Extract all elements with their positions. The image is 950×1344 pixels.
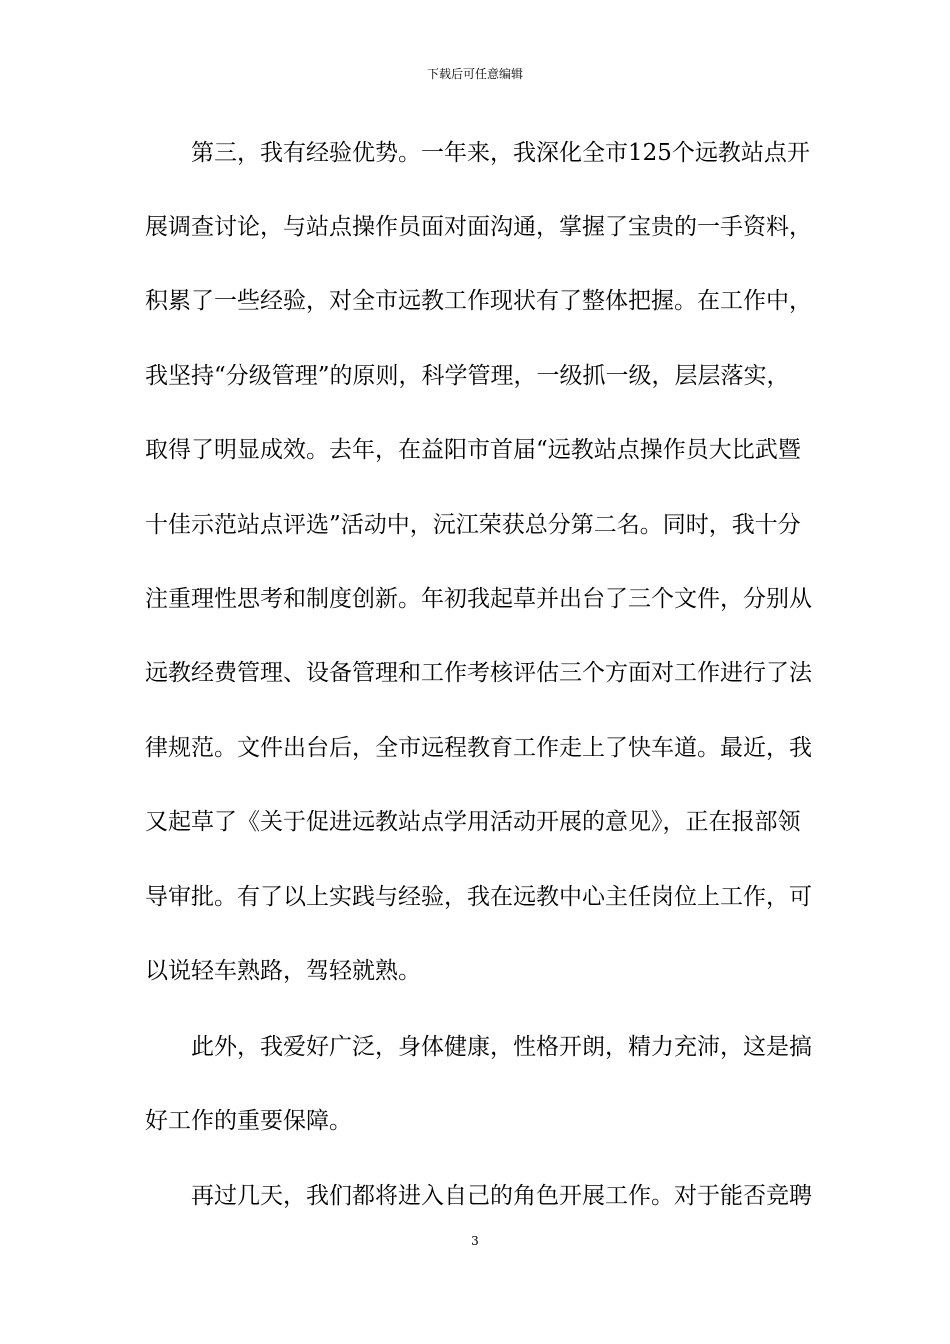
paragraph-line: 展调查讨论，与站点操作员面对面沟通，掌握了宝贵的一手资料，	[145, 214, 812, 240]
paragraph-line: 十佳示范站点评选”活动中，沅江荣获总分第二名。同时，我十分	[145, 512, 801, 538]
paragraph-line: 再过几天，我们都将进入自己的角色开展工作。对于能否竞聘	[191, 1183, 812, 1209]
paragraph-line: 我坚持“分级管理”的原则，科学管理，一级抓一级，层层落实，	[145, 363, 790, 389]
paragraph-line: 好工作的重要保障。	[145, 1108, 352, 1134]
paragraph-line: 以说轻车熟路，驾轻就熟。	[145, 958, 421, 984]
paragraph-line: 此外，我爱好广泛，身体健康，性格开朗，精力充沛，这是搞	[191, 1034, 812, 1060]
paragraph-line: 注重理性思考和制度创新。年初我起草并出台了三个文件，分别从	[145, 586, 812, 612]
paragraph-line: 取得了明显成效。去年，在益阳市首届“远教站点操作员大比武暨	[145, 437, 801, 463]
paragraph-line: 第三，我有经验优势。一年来，我深化全市125个远教站点开	[191, 140, 810, 166]
paragraph-line: 又起草了《关于促进远教站点学用活动开展的意见》，正在报部领	[145, 809, 801, 835]
paragraph-line: 积累了一些经验，对全市远教工作现状有了整体把握。在工作中，	[145, 288, 812, 314]
paragraph-line: 导审批。有了以上实践与经验，我在远教中心主任岗位上工作，可	[145, 884, 812, 910]
header-note: 下载后可任意编辑	[426, 67, 523, 81]
paragraph-line: 远教经费管理、设备管理和工作考核评估三个方面对工作进行了法	[145, 660, 812, 686]
paragraph-line: 律规范。文件出台后，全市远程教育工作走上了快车道。最近，我	[145, 735, 812, 761]
page-number: 3	[471, 1234, 479, 1248]
